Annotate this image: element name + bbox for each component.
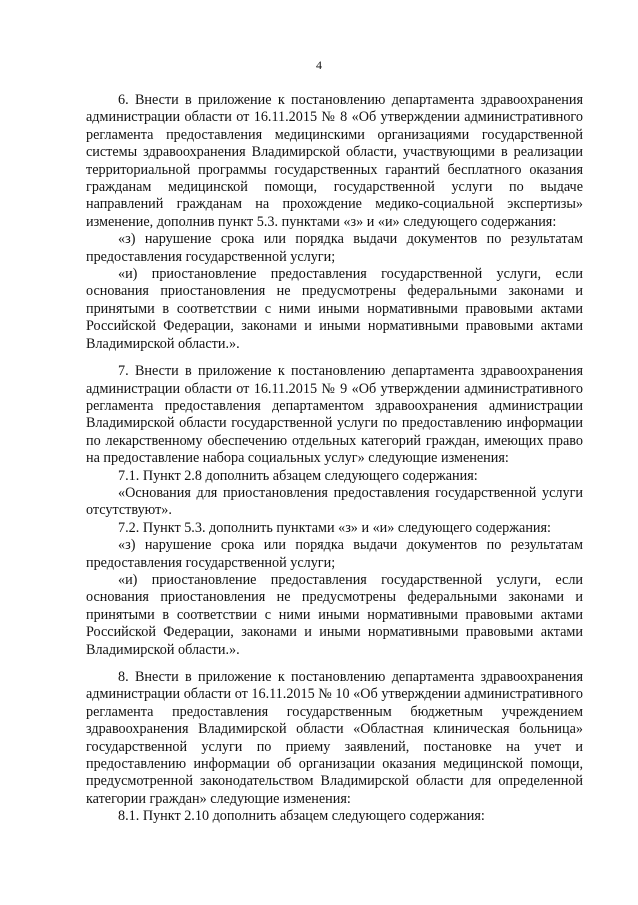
paragraph-7-2-item-z: «з) нарушение срока или порядка выдачи документов по результатам предоставления государственной услуги; <box>86 537 583 571</box>
paragraph-8: 8. Внести в приложение к постановлению департамента здравоохранения администрации области от 16.11.2015 № 10 «Об утверждении административного регламента предоставления государственным бюджетным учреждением здравоохранения Владимирской области «Областная клиническая больница» государственной услуги по приему заявлений, постановке на учет и предоставлению информации об организации оказания медицинской помощи, предусмотренной законодательством Владимирской области для определенной категории граждан» следующие изменения: <box>86 669 583 807</box>
paragraph-7-2: 7.2. Пункт 5.3. дополнить пунктами «з» и «и» следующего содержания: <box>118 519 551 536</box>
paragraph-7-1: 7.1. Пункт 2.8 дополнить абзацем следующего содержания: <box>118 467 478 484</box>
page-number: 4 <box>316 58 322 72</box>
paragraph-6: 6. Внести в приложение к постановлению департамента здравоохранения администрации области от 16.11.2015 № 8 «Об утверждении административного регламента предоставления медицинскими организациями государственной системы здравоохранения Владимирской области, участвующими в реализации территориальной программы государственных гарантий бесплатного оказания гражданам медицинской помощи, государственной услуги по выдаче направлений гражданам на прохождение медико-социальной экспертизы» изменение, дополнив пункт 5.3. пунктами «з» и «и» следующего содержания: <box>86 92 583 230</box>
paragraph-8-1: 8.1. Пункт 2.10 дополнить абзацем следующего содержания: <box>118 808 485 825</box>
document-body <box>86 92 583 826</box>
paragraph-7: 7. Внести в приложение к постановлению департамента здравоохранения администрации области от 16.11.2015 № 9 «Об утверждении административного регламента предоставления департаментом здравоохранения администрации Владимирской области государственной услуги по предоставлению информации по лекарственному обеспечению отдельных категорий граждан, имеющих право на предоставление набора социальных услуг» следующие изменения: <box>86 363 583 467</box>
paragraph-6-item-z: «з) нарушение срока или порядка выдачи документов по результатам предоставления государственной услуги; <box>86 231 583 265</box>
paragraph-7-1-text: «Основания для приостановления предоставления государственной услуги отсутствуют». <box>86 484 583 519</box>
paragraph-7-2-item-i: «и) приостановление предоставления государственной услуги, если основания приостановления не предусмотрены федеральными законами и принятыми в соответствии с ними иными нормативными правовыми актами Российской Федерации, законами и иными нормативными правовыми актами Владимирской области.». <box>86 571 583 658</box>
paragraph-6-item-i: «и) приостановление предоставления государственной услуги, если основания приостановления не предусмотрены федеральными законами и принятыми в соответствии с ними иными нормативными правовыми актами Российской Федерации, законами и иными нормативными правовыми актами Владимирской области.». <box>86 266 583 352</box>
